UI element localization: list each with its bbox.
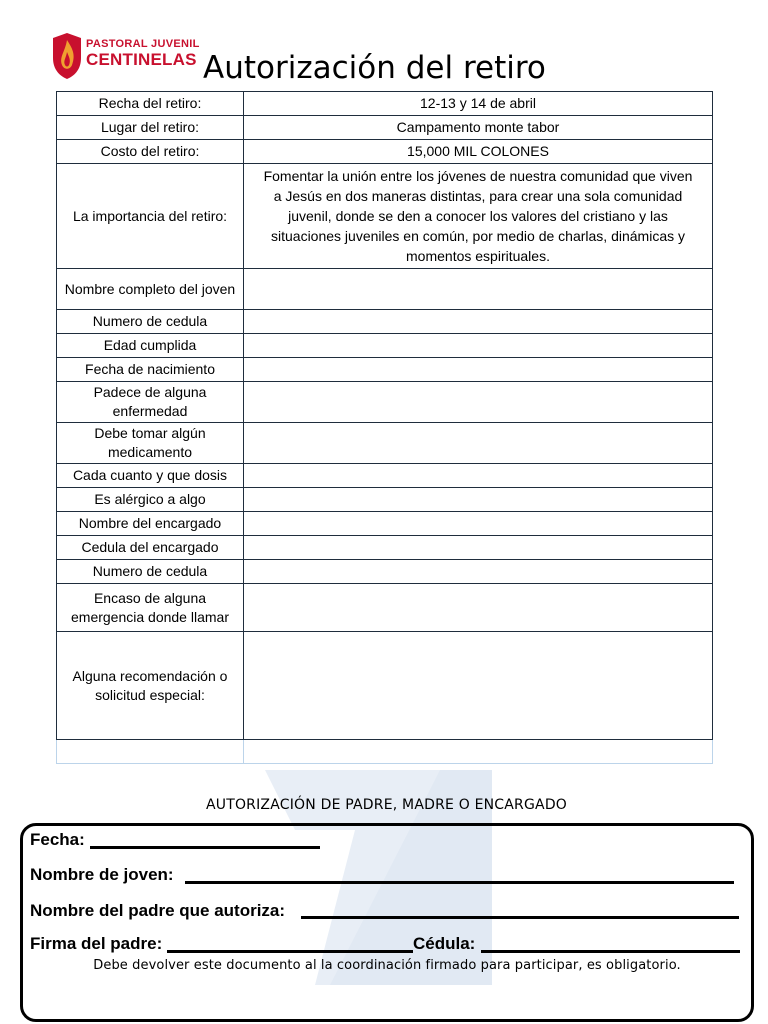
retreat-form-table [56, 91, 713, 764]
row-value: 12-13 y 14 de abril [244, 92, 713, 116]
nombre-padre-line[interactable] [301, 916, 739, 919]
row-label: Es alérgico a algo [57, 488, 244, 512]
firma-line[interactable] [167, 950, 413, 953]
table-row [57, 334, 713, 358]
row-value: 15,000 MIL COLONES [244, 140, 713, 164]
row-label: Encaso de alguna emergencia donde llamar [57, 584, 244, 632]
logo-text-top: PASTORAL JUVENIL [86, 38, 200, 50]
return-note: Debe devolver este documento al la coordinación firmado para participar, es obligatorio. [93, 958, 681, 973]
row-value: Campamento monte tabor [244, 116, 713, 140]
table-row [57, 358, 713, 382]
table-row [57, 164, 713, 269]
row-value[interactable] [244, 584, 713, 632]
fecha-line[interactable] [90, 846, 320, 849]
empty-row [57, 740, 713, 764]
row-label: La importancia del retiro: [57, 164, 244, 269]
row-value: Fomentar la unión entre los jóvenes de nuestra comunidad que viven a Jesús en dos maneras distintas, para crear una sola comunidad juvenil, donde se den a conocer los valores del cristiano y las situaciones juveniles en común, por medio de charlas, dinámicas y momentos espirituales. [244, 164, 713, 269]
empty-cell [57, 740, 244, 764]
table-row [57, 536, 713, 560]
cedula-label: Cédula: [413, 934, 476, 953]
row-value[interactable] [244, 464, 713, 488]
row-label: Debe tomar algún medicamento [57, 423, 244, 464]
fecha-label: Fecha: [30, 830, 85, 849]
page-title: Autorización del retiro [203, 50, 546, 86]
table-row [57, 584, 713, 632]
table-row [57, 269, 713, 310]
row-value[interactable] [244, 560, 713, 584]
table-row [57, 512, 713, 536]
logo-text-main: CENTINELAS [86, 50, 197, 69]
row-value[interactable] [244, 536, 713, 560]
row-label: Alguna recomendación o solicitud especial: [57, 632, 244, 740]
nombre-joven-line[interactable] [185, 881, 734, 884]
row-label: Numero de cedula [57, 560, 244, 584]
row-label: Lugar del retiro: [57, 116, 244, 140]
row-value[interactable] [244, 488, 713, 512]
row-label: Cada cuanto y que dosis [57, 464, 244, 488]
logo [50, 32, 200, 82]
table-row [57, 382, 713, 423]
row-label: Edad cumplida [57, 334, 244, 358]
row-value[interactable] [244, 334, 713, 358]
table-row [57, 92, 713, 116]
row-label: Nombre completo del joven [57, 269, 244, 310]
nombre-joven-label: Nombre de joven: [30, 865, 174, 884]
firma-label: Firma del padre: [30, 934, 163, 953]
empty-cell [244, 740, 713, 764]
table-row [57, 560, 713, 584]
table-row [57, 488, 713, 512]
row-label: Costo del retiro: [57, 140, 244, 164]
row-value[interactable] [244, 310, 713, 334]
table-row [57, 632, 713, 740]
row-label: Recha del retiro: [57, 92, 244, 116]
row-label: Nombre del encargado [57, 512, 244, 536]
authorization-box [20, 823, 754, 1022]
flame-shield-icon [50, 32, 84, 80]
row-label: Numero de cedula [57, 310, 244, 334]
table-row [57, 464, 713, 488]
table-row [57, 116, 713, 140]
row-value[interactable] [244, 358, 713, 382]
row-value[interactable] [244, 382, 713, 423]
cedula-line[interactable] [481, 950, 740, 953]
table-row [57, 423, 713, 464]
nombre-padre-label: Nombre del padre que autoriza: [30, 901, 286, 920]
row-label: Padece de alguna enfermedad [57, 382, 244, 423]
row-label: Cedula del encargado [57, 536, 244, 560]
row-value[interactable] [244, 512, 713, 536]
row-value[interactable] [244, 423, 713, 464]
authorization-title: AUTORIZACIÓN DE PADRE, MADRE O ENCARGADO [205, 797, 568, 813]
row-value[interactable] [244, 269, 713, 310]
table-row [57, 140, 713, 164]
row-value[interactable] [244, 632, 713, 740]
row-label: Fecha de nacimiento [57, 358, 244, 382]
table-row [57, 310, 713, 334]
